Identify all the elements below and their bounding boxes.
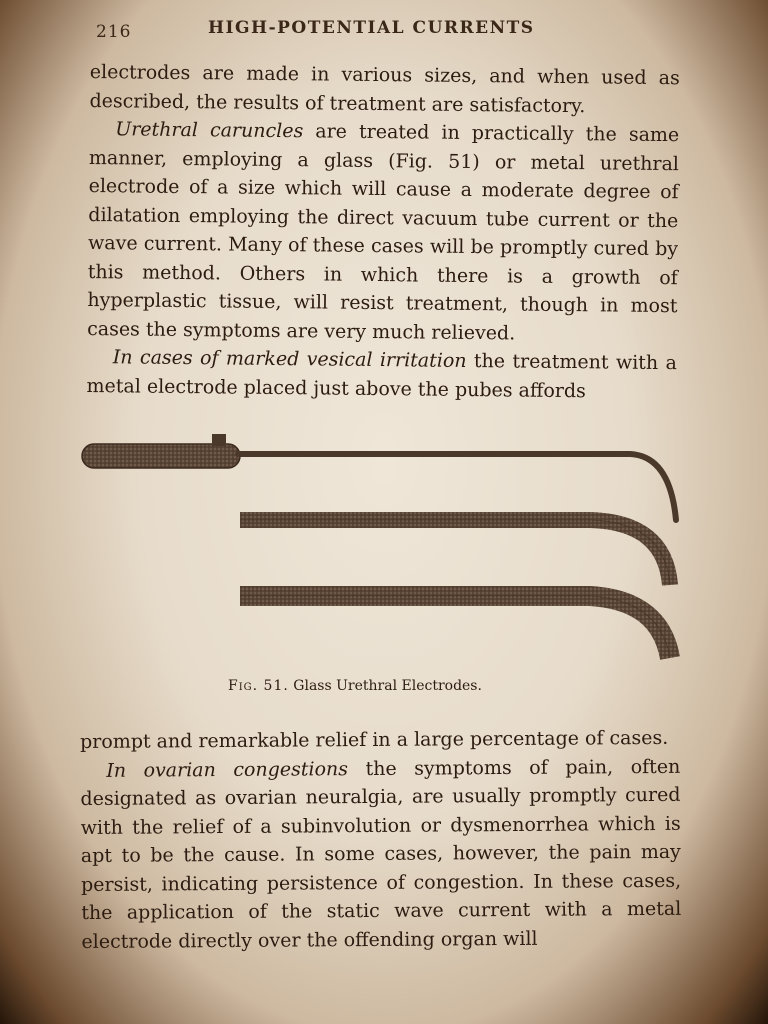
paragraph: electrodes are made in various sizes, and when used as described, the results of treatment are satisfactory.	[89, 60, 680, 117]
italic-phrase: In cases of marked vesical irritation	[112, 346, 467, 372]
italic-phrase: Urethral caruncles	[115, 118, 304, 143]
electrode-3	[240, 596, 670, 658]
figure-caption	[228, 678, 568, 694]
electrode-illustration	[70, 420, 710, 680]
paragraph-text: the treatment with a metal electrode placed just above the pubes affords	[86, 349, 677, 402]
electrode-1	[82, 434, 676, 520]
page-header	[96, 18, 576, 48]
caption-label: Fig. 51.	[228, 678, 289, 694]
paragraph	[86, 343, 677, 406]
text-block-bottom	[80, 724, 682, 956]
page-number: 216	[96, 22, 132, 42]
text-block-top	[86, 58, 680, 406]
running-head: HIGH-POTENTIAL CURRENTS	[208, 18, 535, 38]
figure-electrodes	[70, 420, 710, 680]
caption-text: Glass Urethral Electrodes.	[293, 678, 482, 694]
electrode-2	[240, 520, 670, 585]
paragraph	[87, 115, 679, 349]
paragraph	[80, 752, 681, 956]
paragraph-text: the symptoms of pain, often designated as ovarian neuralgia, are usually promptly cured with the relief of a subinvolution or dysmenorrhea which is apt to be the cause. In some cases, however, the pain may persist, indicating persistence of congestion. In these cases, the application of the static wave current with a metal electrode directly over the offending organ will	[80, 755, 682, 953]
paragraph-text: are treated in practically the same manner, employing a glass (Fig. 51) or metal urethral electrode of a size which will cause a moderate degree of dilatation employing the direct vacuum tube current or the wave current. Many of these cases will be promptly cured by this method. Others in which there is a growth of hyperplastic tissue, will resist treatment, though in most cases the symptoms are very much relieved.	[87, 120, 680, 344]
italic-phrase: In ovarian congestions	[106, 757, 349, 782]
paragraph: prompt and remarkable relief in a large percentage of cases.	[80, 726, 669, 753]
